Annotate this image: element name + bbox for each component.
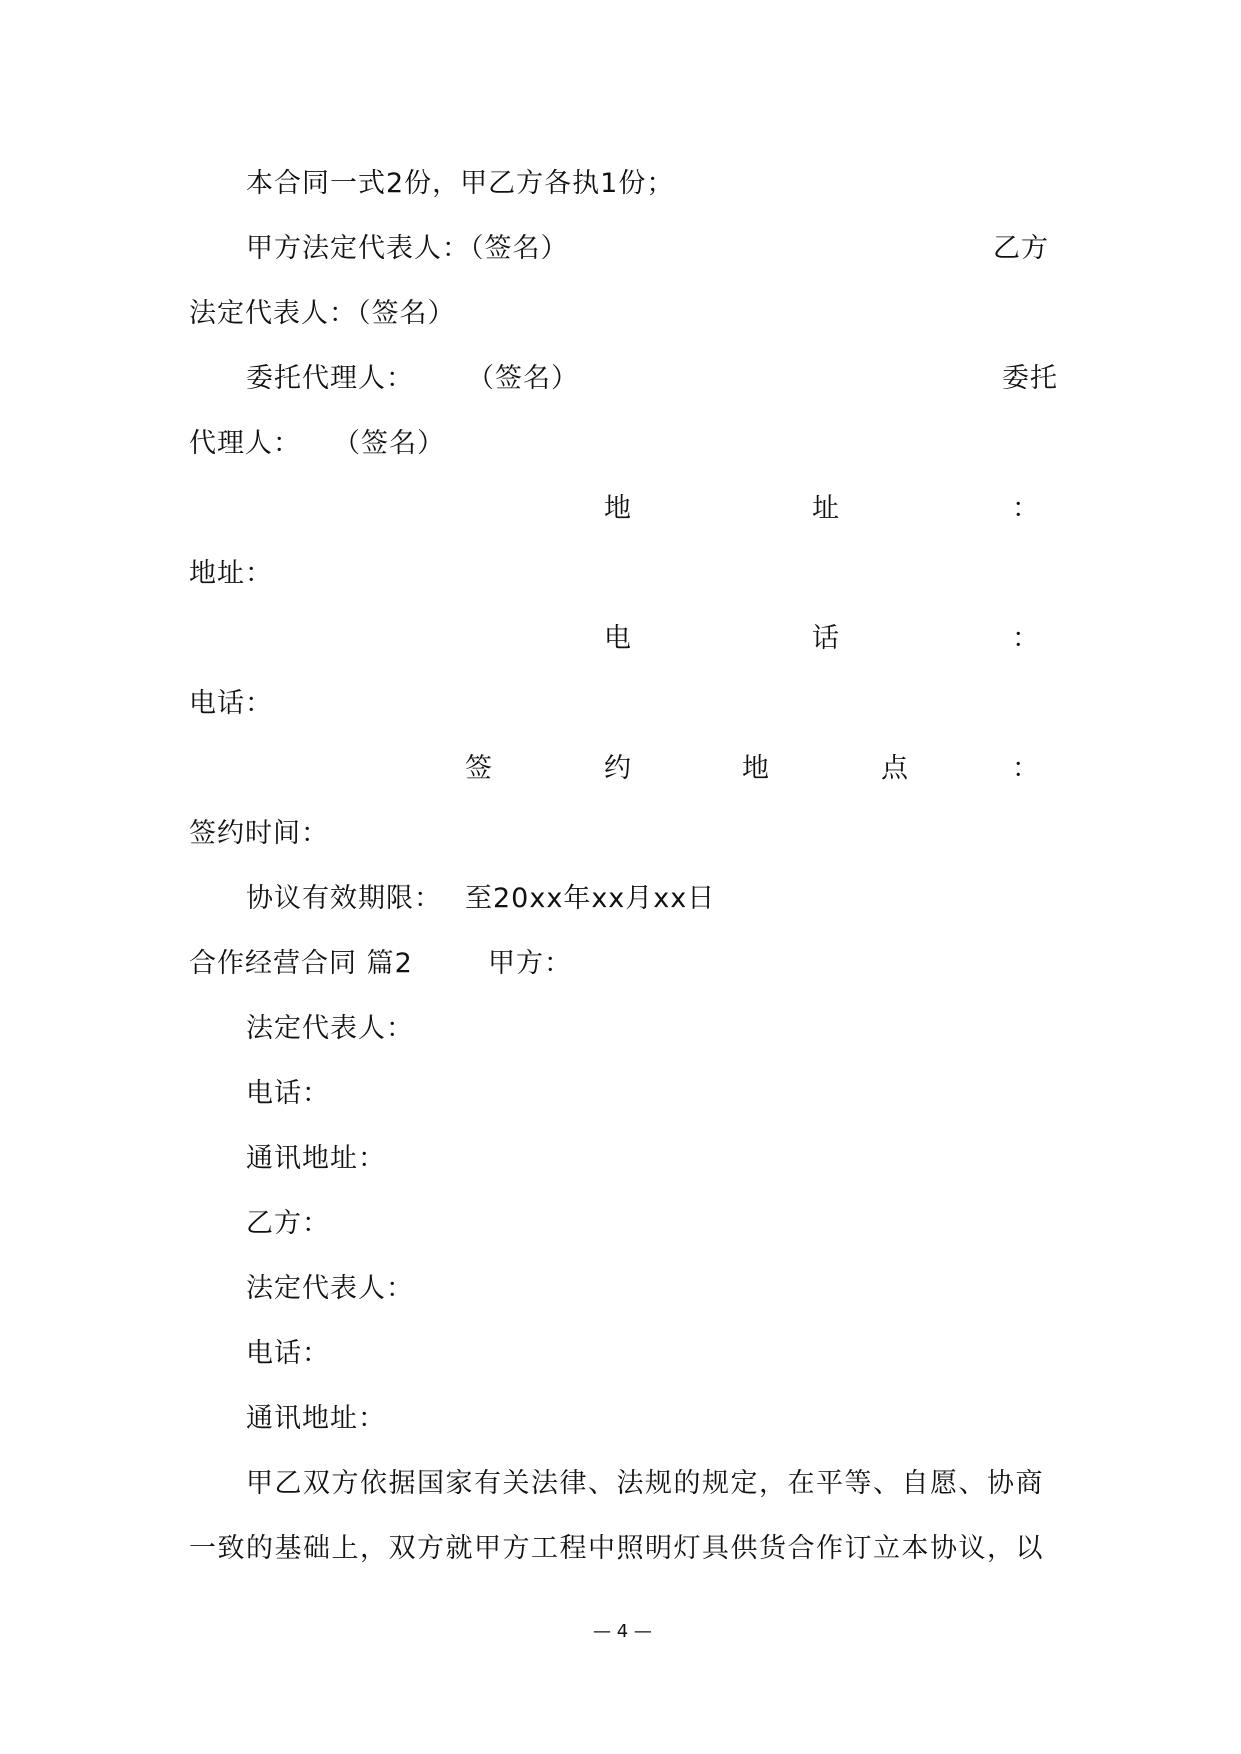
text-line: 电话： [246, 1078, 330, 1109]
text-line: 协议有效期限： [246, 883, 442, 914]
text-line: 话 [812, 623, 840, 654]
text-line: 甲方： [488, 948, 572, 979]
text-line: 乙方： [246, 1208, 330, 1239]
text-line: 地 [742, 753, 770, 784]
section-heading: 合作经营合同 篇2 [189, 948, 413, 979]
text-line: ： [1012, 623, 1040, 654]
text-line: 点 [881, 753, 909, 784]
text-line: 甲方法定代表人：（签名） [246, 233, 569, 264]
text-line: 委托代理人： [246, 363, 414, 394]
paragraph-line: 一致的基础上，双方就甲方工程中照明灯具供货合作订立本协议，以 [189, 1533, 1044, 1564]
text-line: 地址： [189, 558, 273, 589]
text-line: 法定代表人：（签名） [189, 298, 456, 329]
text-line: 委托 [1002, 363, 1058, 394]
text-line: 签 [465, 753, 493, 784]
text-line: （签名） [333, 428, 445, 459]
text-line: ： [1012, 753, 1040, 784]
text-line: 电 [604, 623, 632, 654]
text-line: ： [1012, 493, 1040, 524]
text-line: 电话： [189, 688, 273, 719]
text-line: 法定代表人： [246, 1013, 414, 1044]
text-line: 地 [604, 493, 632, 524]
text-line: 电话： [246, 1338, 330, 1369]
text-line: 约 [604, 753, 632, 784]
text-line: 至20xx年xx月xx日 [465, 883, 716, 914]
paragraph-line: 甲乙双方依据国家有关法律、法规的规定，在平等、自愿、协商 [246, 1468, 1044, 1499]
text-line: 代理人： [189, 428, 301, 459]
text-line: 址 [812, 493, 840, 524]
text-line: 法定代表人： [246, 1273, 414, 1304]
text-line: 通讯地址： [246, 1403, 386, 1434]
text-line: 本合同一式2份，甲乙方各执1份； [246, 168, 675, 199]
text-line: 通讯地址： [246, 1143, 386, 1174]
text-line: （签名） [467, 363, 579, 394]
page-number: — 4 — [593, 1621, 652, 1642]
text-line: 乙方 [993, 233, 1049, 264]
text-line: 签约时间： [189, 818, 329, 849]
